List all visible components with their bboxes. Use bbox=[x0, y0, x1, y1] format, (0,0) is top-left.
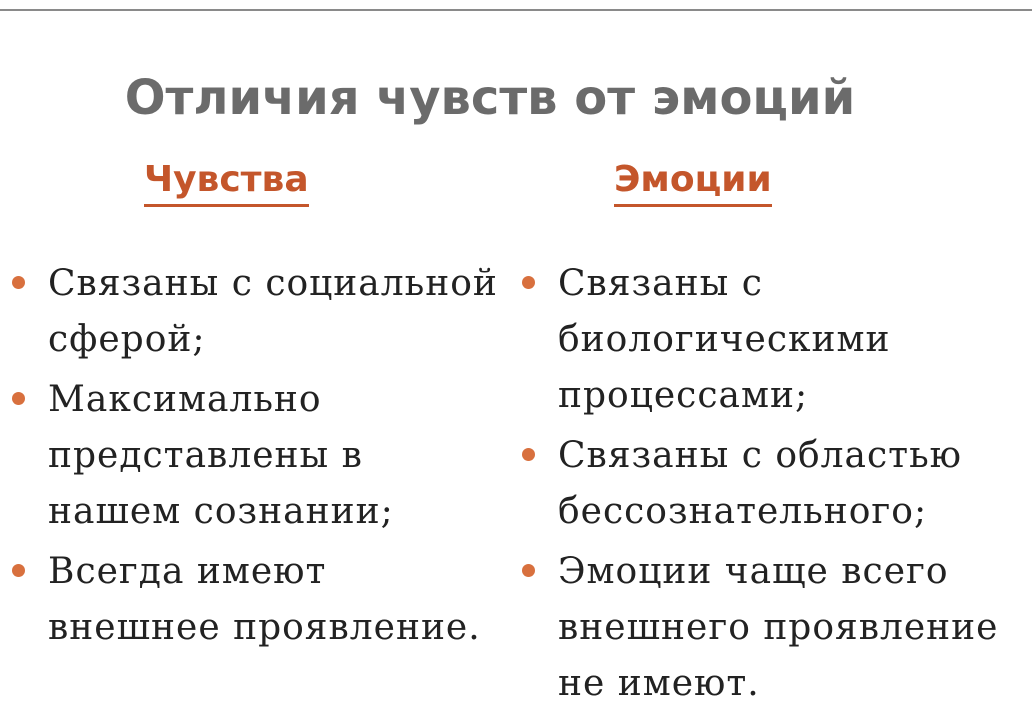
list-item-text: Связаны с областью бессознательного; bbox=[558, 435, 963, 532]
list-item bbox=[558, 428, 1028, 540]
slide-title: Отличия чувств от эмоций bbox=[124, 70, 856, 126]
bullet-icon bbox=[12, 276, 25, 289]
feelings-heading: Чувства bbox=[144, 158, 309, 207]
bullet-icon bbox=[12, 392, 25, 405]
list-item-text: Всегда имеют внешнее проявление. bbox=[48, 551, 481, 648]
list-item bbox=[558, 256, 1028, 424]
emotions-list bbox=[558, 256, 1028, 712]
feelings-list bbox=[48, 256, 508, 656]
bullet-icon bbox=[12, 564, 25, 577]
top-divider bbox=[0, 9, 1032, 11]
list-item-text: Связаны с биологическими процессами; bbox=[558, 263, 891, 416]
list-item-text: Максимально представлены в нашем сознании; bbox=[48, 379, 394, 532]
bullet-icon bbox=[522, 564, 535, 577]
list-item-text: Связаны с социальной сферой; bbox=[48, 263, 498, 360]
bullet-icon bbox=[522, 448, 535, 461]
list-item bbox=[48, 544, 508, 656]
list-item bbox=[48, 256, 508, 368]
list-item-text: Эмоции чаще всего внешнего проявление не имеют. bbox=[558, 551, 999, 704]
emotions-heading: Эмоции bbox=[614, 158, 772, 207]
list-item bbox=[48, 372, 508, 540]
list-item bbox=[558, 544, 1028, 712]
bullet-icon bbox=[522, 276, 535, 289]
